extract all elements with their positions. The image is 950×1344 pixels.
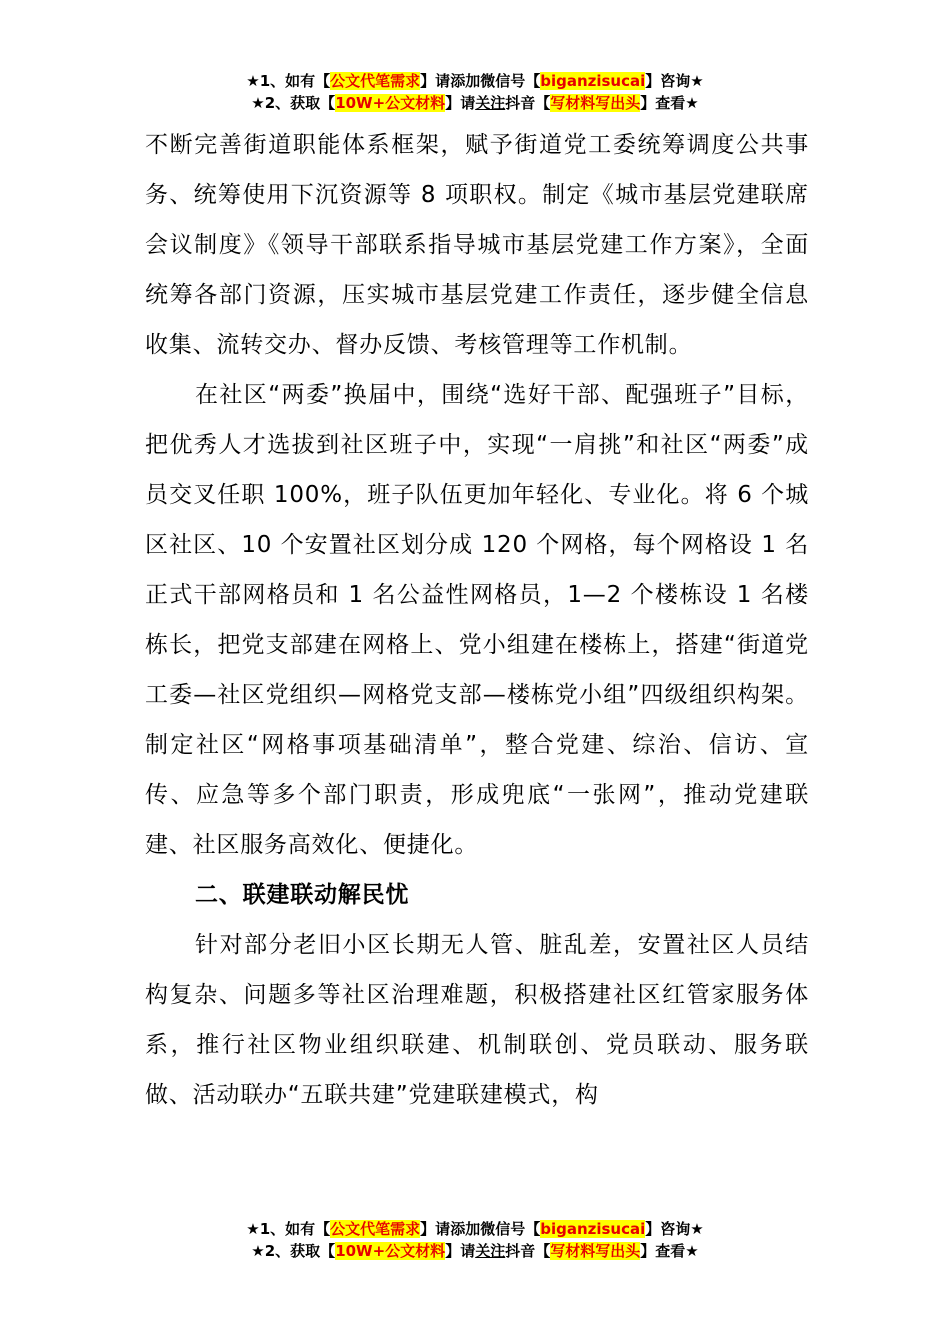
banner-text: 】查看★	[640, 1242, 699, 1260]
banner-text: 】请	[445, 1242, 476, 1260]
banner-line-1	[0, 70, 950, 92]
banner-emphasis: 关注	[475, 94, 506, 112]
paragraph-1: 不断完善街道职能体系框架，赋予街道党工委统筹调度公共事务、统筹使用下沉资源等 8 项职权。制定《城市基层党建联席会议制度》《领导干部联系指导城市基层党建工作方案》，全面统筹各部门资源，压实城市基层党建工作责任，逐步健全信息收集、流转交办、督办反馈、考核管理等工作机制。	[145, 132, 809, 358]
banner-text: 微信号【	[480, 1220, 541, 1238]
banner-text: 】咨询★	[645, 72, 704, 90]
banner-text: 】查看★	[640, 94, 699, 112]
banner-highlight: biganzisucai	[540, 72, 646, 90]
banner-line-2	[0, 1240, 950, 1262]
banner-highlight: 10W+公文材料	[335, 94, 446, 112]
banner-text: 】请	[420, 1220, 451, 1238]
banner-highlight: 公文代笔需求	[330, 1220, 421, 1238]
banner-text: 】请	[420, 72, 451, 90]
footer-banner	[0, 1218, 950, 1262]
banner-highlight: 10W+公文材料	[335, 1242, 446, 1260]
banner-highlight: 写材料写出头	[550, 1242, 641, 1260]
paragraph-3: 针对部分老旧小区长期无人管、脏乱差，安置社区人员结构复杂、问题多等社区治理难题，积极搭建社区红管家服务体系，推行社区物业组织联建、机制联创、党员联动、服务联做、活动联办“五联共建”党建联建模式，构	[145, 932, 809, 1108]
header-banner	[0, 70, 950, 114]
banner-text: 抖音【	[505, 1242, 551, 1260]
banner-emphasis: 添加	[450, 72, 481, 90]
banner-text: ★2、获取【	[251, 94, 336, 112]
banner-highlight: biganzisucai	[540, 1220, 646, 1238]
banner-highlight: 公文代笔需求	[330, 72, 421, 90]
banner-text: 】咨询★	[645, 1220, 704, 1238]
paragraph-2: 在社区“两委”换届中，围绕“选好干部、配强班子”目标，把优秀人才选拔到社区班子中，实现“一肩挑”和社区“两委”成员交叉任职 100%，班子队伍更加年轻化、专业化。将 6 个城区社区、10 个安置社区划分成 120 个网格，每个网格设 1 名正式干部网格员和 1 名公益性网格员，1—2 个楼栋设 1 名楼栋长，把党支部建在网格上、党小组建在楼栋上，搭建“街道党工委—社区党组织—网格党支部—楼栋党小组”四级组织构架。制定社区“网格事项基础清单”，整合党建、综治、信访、宣传、应急等多个部门职责，形成兜底“一张网”，推动党建联建、社区服务高效化、便捷化。	[145, 382, 809, 858]
document-body	[145, 120, 809, 1120]
banner-text: ★1、如有【	[246, 72, 331, 90]
banner-text: 微信号【	[480, 72, 541, 90]
banner-highlight: 写材料写出头	[550, 94, 641, 112]
banner-text: 抖音【	[505, 94, 551, 112]
banner-text: ★1、如有【	[246, 1220, 331, 1238]
banner-line-1	[0, 1218, 950, 1240]
section-heading: 二、联建联动解民忧	[195, 882, 410, 908]
banner-text: 】请	[445, 94, 476, 112]
banner-emphasis: 关注	[475, 1242, 506, 1260]
banner-emphasis: 添加	[450, 1220, 481, 1238]
banner-line-2	[0, 92, 950, 114]
banner-text: ★2、获取【	[251, 1242, 336, 1260]
